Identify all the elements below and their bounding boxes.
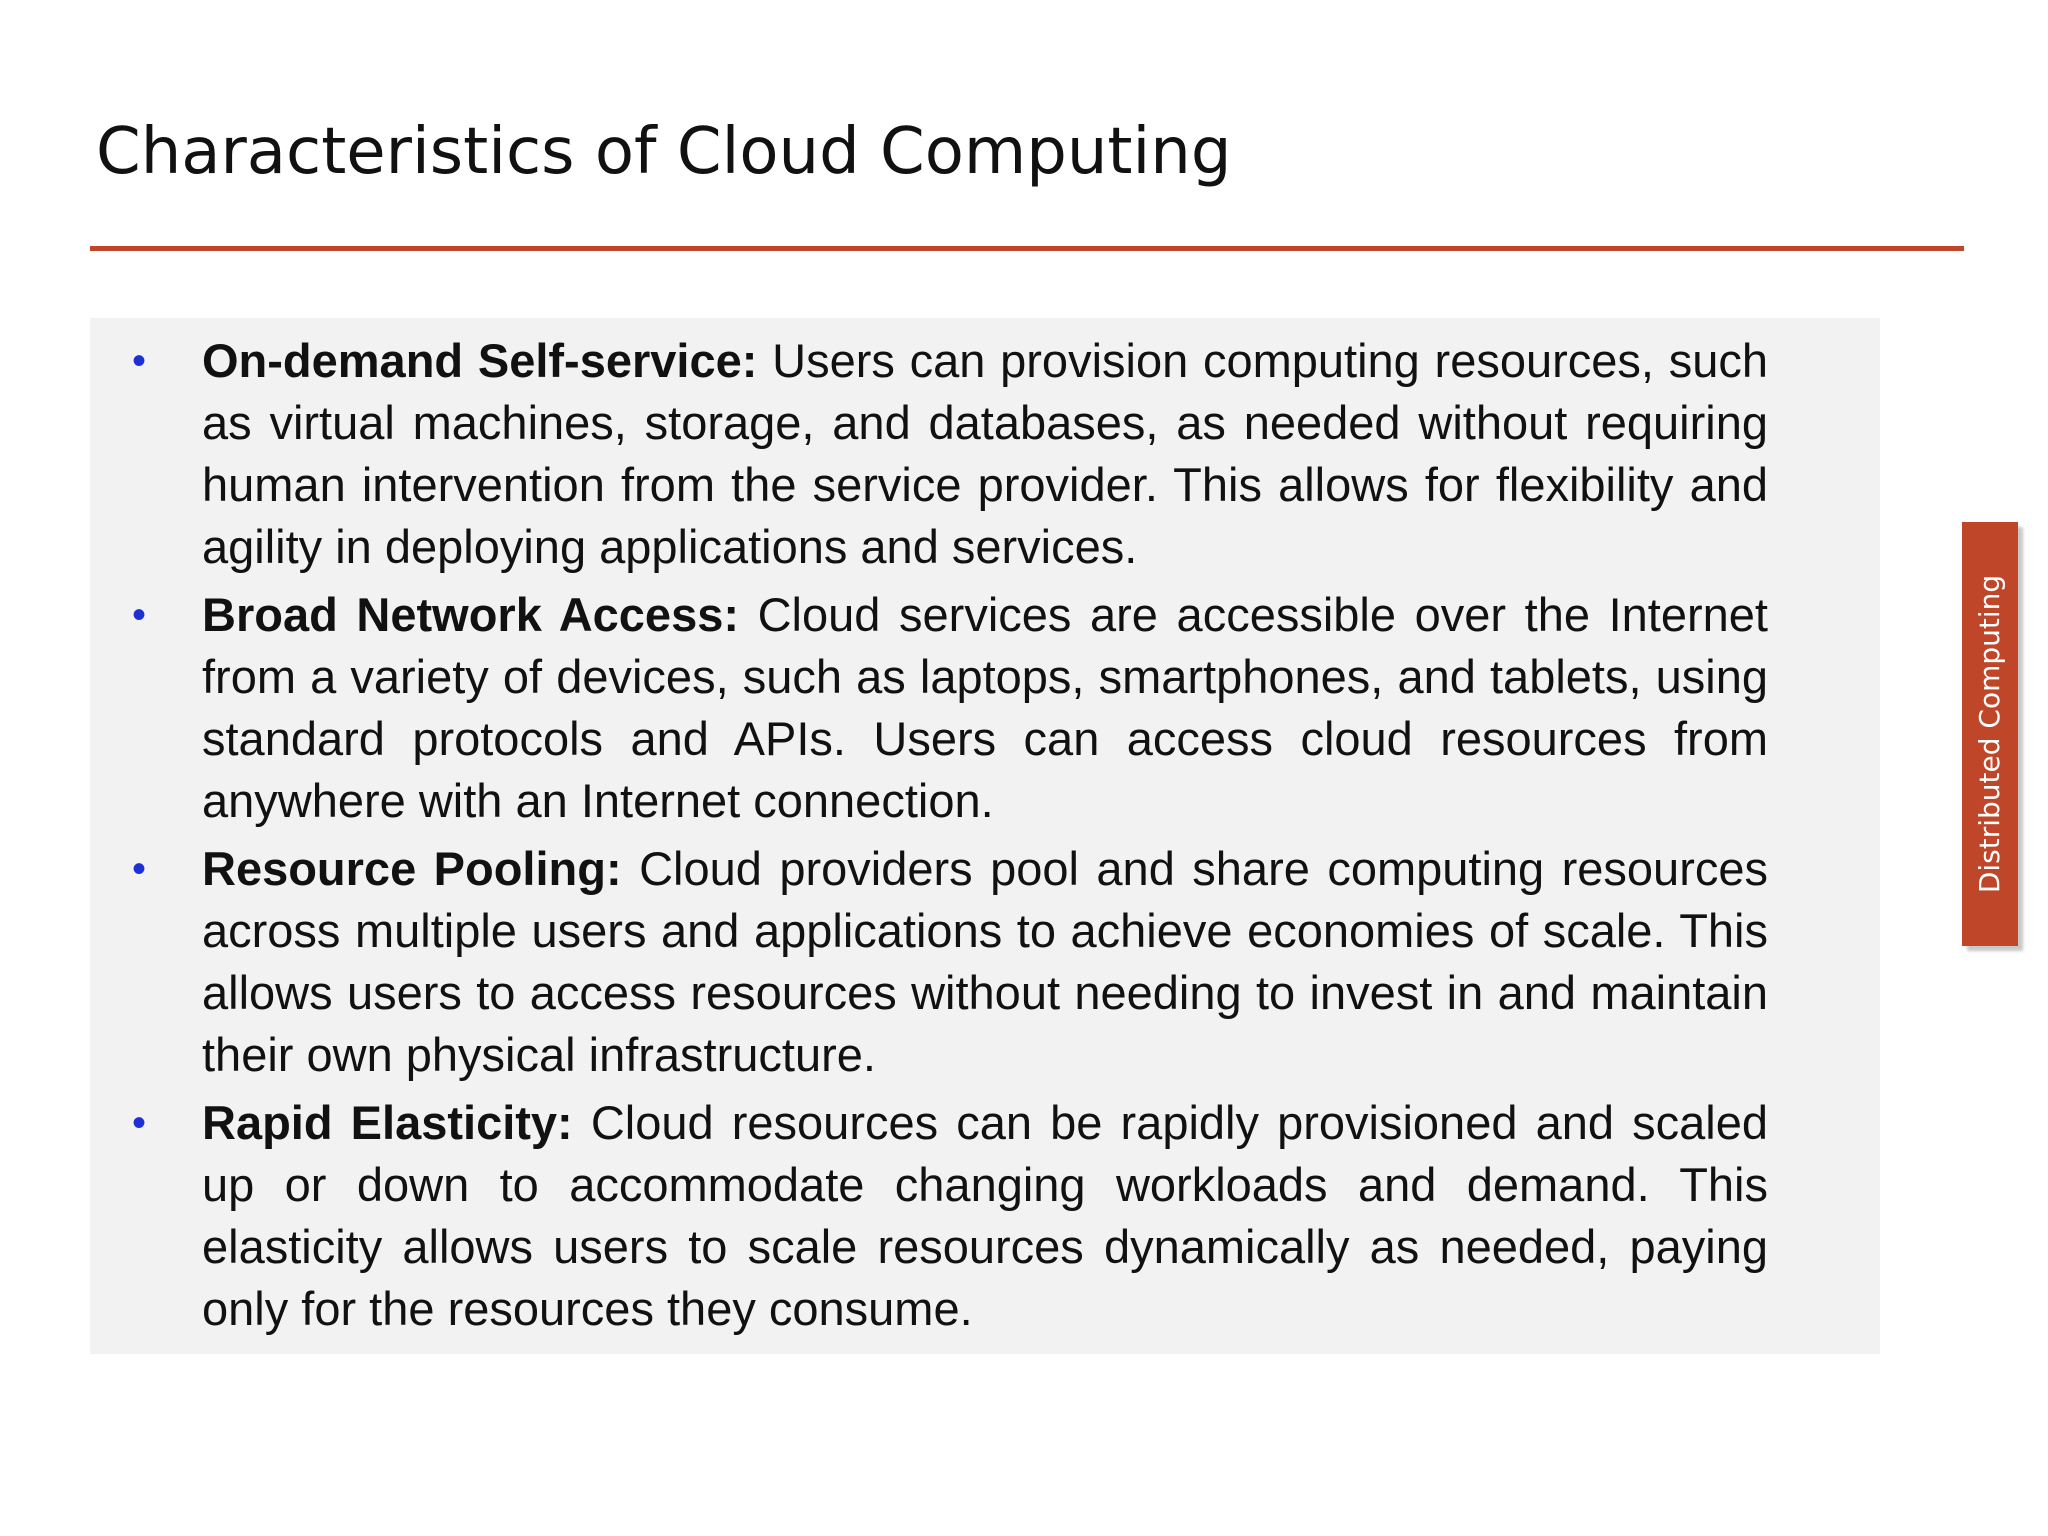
bullet-description: Cloud services are accessible over the Internet from a variety of devices, such as laptops, smartphones, and tablets, using standard protocols and APIs. Users can access cloud resources from anywhere with an Internet connection. (202, 588, 1768, 827)
section-side-tab (1962, 522, 2018, 946)
bullet-icon: • (132, 1101, 147, 1145)
characteristics-list (132, 330, 1768, 1346)
list-item-rapid-elasticity (132, 1092, 1768, 1340)
bullet-description: Users can provision computing resources, such as virtual machines, storage, and databases, as needed without requiring human intervention from the service provider. This allows for flexibility and agility in deploying applications and services. (202, 334, 1768, 573)
bullet-term: On-demand Self-service: (202, 334, 758, 387)
bullet-term: Broad Network Access: (202, 588, 739, 641)
bullet-icon: • (132, 847, 147, 891)
bullet-icon: • (132, 339, 147, 383)
title-divider (90, 246, 1964, 251)
bullet-term: Rapid Elasticity: (202, 1096, 573, 1149)
list-item-on-demand-self-service (132, 330, 1768, 578)
content-panel (90, 318, 1880, 1354)
bullet-icon: • (132, 593, 147, 637)
slide-title: Characteristics of Cloud Computing (96, 115, 1232, 189)
bullet-description: Cloud resources can be rapidly provisioned and scaled up or down to accommodate changing workloads and demand. This elasticity allows users to scale resources dynamically as needed, paying only for the resources they consume. (202, 1096, 1768, 1335)
list-item-resource-pooling (132, 838, 1768, 1086)
list-item-broad-network-access (132, 584, 1768, 832)
bullet-description: Cloud providers pool and share computing resources across multiple users and applications to achieve economies of scale. This allows users to access resources without needing to invest in and maintain their own physical infrastructure. (202, 842, 1768, 1081)
bullet-term: Resource Pooling: (202, 842, 622, 895)
section-side-label: Distributed Computing (1973, 574, 2006, 894)
